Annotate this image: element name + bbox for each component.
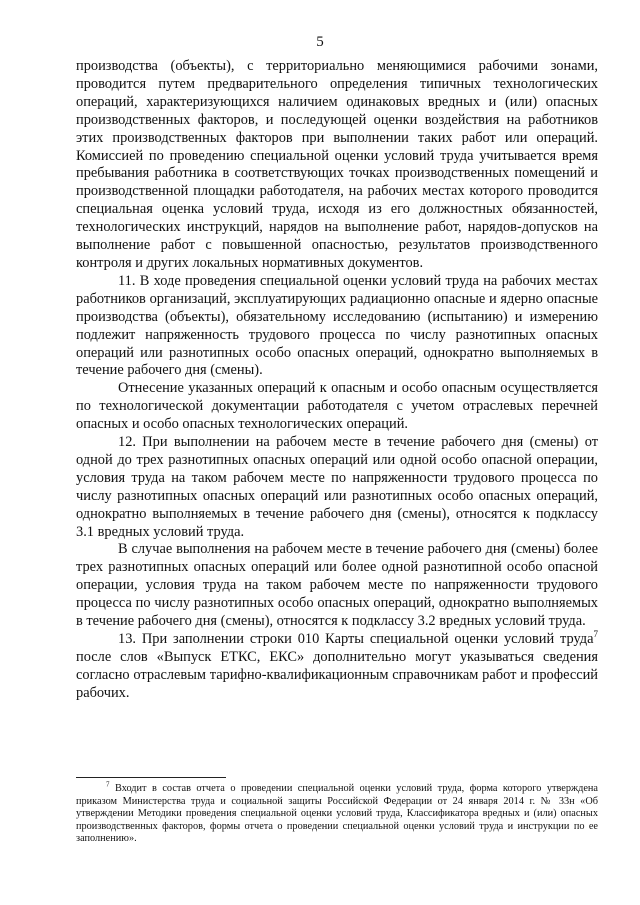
paragraph-subclass-3-2: В случае выполнения на рабочем месте в течение рабочего дня (смены) более трех разнотипных опасных операций или более одной разнотипной особо опасной операции, условия труда на таком рабочем месте по напряженности трудового процесса по числу разнотипных особо опасных операций, однократно выполняемых в течение рабочего дня (смены), относятся к подклассу 3.2 вредных условий труда. — [76, 541, 598, 630]
paragraph-item-12: 12. При выполнении на рабочем месте в течение рабочего дня (смены) от одной до трех разнотипных опасных операций или одной особо опасной операции, условия труда на таком рабочем месте по напряженности трудового процесса по числу разнотипных опасных операций или разнотипных особо опасных операций, однократно выполняемых в течение рабочего дня (смены), относятся к подклассу 3.1 вредных условий труда. — [76, 434, 598, 540]
body-text — [76, 58, 598, 703]
paragraph-continuation: производства (объекты), с территориально меняющимися рабочими зонами, проводится путем предварительного определения типичных технологических операций, характеризующихся наличием одинаковых вредных и (или) опасных производственных факторов, и последующей оценки воздействия на работников этих производственных факторов при выполнении таких работ или операций. Комиссией по проведению специальной оценки условий труда учитывается время пребывания работника в соответствующих точках производственных помещений и производственной площадки работодателя, на рабочих местах которого проводится специальная оценка условий труда, исходя из его должностных обязанностей, технологических инструкций, нарядов на выполнение работ, нарядов-допусков на выполнение работ с повышенной опасностью, результатов производственного контроля и других локальных нормативных документов. — [76, 58, 598, 271]
footnote-7 — [76, 780, 598, 846]
paragraph-item-13-text-continued: после слов «Выпуск ЕТКС, ЕКС» дополнительно могут указываться сведения согласно отраслевым тарифно-квалификационным справочникам работ и профессий рабочих. — [76, 648, 598, 701]
footnote-number: 7 — [106, 780, 110, 789]
footnote-divider — [76, 777, 226, 778]
footnote-reference: 7 — [593, 629, 598, 640]
paragraph-item-13 — [76, 631, 598, 703]
footnotes — [76, 780, 598, 846]
paragraph-item-11: 11. В ходе проведения специальной оценки условий труда на рабочих местах работников организаций, эксплуатирующих радиационно опасные и ядерно опасные производства (объекты), обязательному исследованию (испытанию) и измерению подлежит напряженность трудового процесса по числу разнотипных опасных операций или разнотипных особо опасных операций, однократно выполняемых в течение рабочего дня (смены). — [76, 272, 598, 379]
paragraph-classification: Отнесение указанных операций к опасным и особо опасным осуществляется по технологической документации работодателя с учетом отраслевых перечней опасных и особо опасных технологических операций. — [76, 380, 598, 433]
page-number: 5 — [316, 34, 324, 50]
paragraph-item-13-text: 13. При заполнении строки 010 Карты специальной оценки условий труда — [118, 631, 594, 647]
footnote-text: Входит в состав отчета о проведении специальной оценки условий труда, форма которого утверждена приказом Министерства труда и социальной защиты Российской Федерации от 24 января 2014 г. № 33н «Об утверждении Методики проведения специальной оценки условий труда, Классификатора вредных и (или) опасных производственных факторов, формы отчета о проведении специальной оценки условий труда и инструкции по ее заполнению». — [76, 783, 598, 845]
